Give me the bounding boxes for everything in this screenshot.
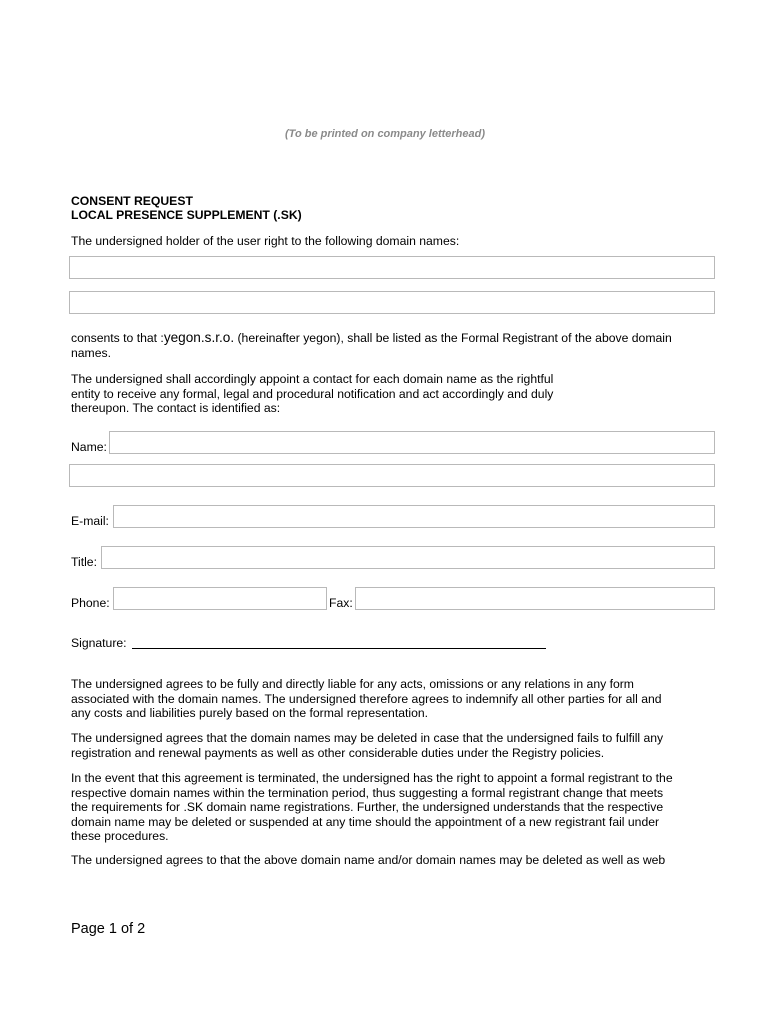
liability-paragraph xyxy=(71,677,662,721)
document-title xyxy=(71,194,302,222)
paragraph-line: any costs and liabilities purely based on the formal representation. xyxy=(71,706,429,721)
paragraph-line: In the event that this agreement is terminated, the undersigned has the right to appoint a formal registrant to the xyxy=(71,771,673,785)
paragraph-line: the requirements for .SK domain name registrations. Further, the undersigned understands that the respective xyxy=(71,800,664,815)
page-number: Page 1 of 2 xyxy=(71,921,146,937)
paragraph-line: The undersigned agrees that the domain names may be deleted in case that the undersigned fails to fulfill any xyxy=(71,731,664,745)
title-line-2: LOCAL PRESENCE SUPPLEMENT (.SK) xyxy=(71,208,302,222)
domain-name-field-1[interactable] xyxy=(69,256,715,279)
consent-prefix: consents to that : xyxy=(71,331,164,345)
email-label: E-mail: xyxy=(71,514,109,528)
paragraph-line: domain name may be deleted or suspended at any time should the appointment of a new registrant fail under xyxy=(71,814,660,829)
deletion-paragraph xyxy=(71,731,663,760)
consent-line-2: names. xyxy=(71,345,111,360)
intro-text: The undersigned holder of the user right to the following domain names: xyxy=(71,234,460,248)
paragraph-line: registration and renewal payments as well as other considerable duties under the Registry policies. xyxy=(71,745,605,760)
consent-paragraph xyxy=(71,331,711,360)
company-name: yegon.s.r.o. xyxy=(163,330,235,345)
appoint-line: thereupon. The contact is identified as: xyxy=(71,401,281,416)
name-field-2[interactable] xyxy=(69,464,715,487)
signature-label: Signature: xyxy=(71,636,127,650)
appoint-paragraph xyxy=(71,372,553,416)
email-field[interactable] xyxy=(113,505,715,528)
letterhead-note: (To be printed on company letterhead) xyxy=(284,128,486,140)
fax-field[interactable] xyxy=(355,587,715,610)
paragraph-line: associated with the domain names. The undersigned therefore agrees to indemnify all other parties for all and xyxy=(71,691,662,706)
appoint-line: The undersigned shall accordingly appoint a contact for each domain name as the rightful xyxy=(71,372,554,386)
phone-field[interactable] xyxy=(113,587,327,610)
signature-line[interactable] xyxy=(132,648,546,649)
title-label: Title: xyxy=(71,555,97,569)
web-deletion-paragraph xyxy=(71,853,665,868)
phone-label: Phone: xyxy=(71,596,110,610)
fax-label: Fax: xyxy=(329,596,353,610)
paragraph-line: these procedures. xyxy=(71,829,169,844)
title-field[interactable] xyxy=(101,546,715,569)
name-field[interactable] xyxy=(109,431,715,454)
termination-paragraph xyxy=(71,771,673,844)
consent-suffix: (hereinafter yegon), shall be listed as the Formal Registrant of the above domain xyxy=(234,331,672,345)
appoint-line: entity to receive any formal, legal and procedural notification and act accordingly and duly xyxy=(71,386,554,401)
paragraph-line: respective domain names within the termination period, thus suggesting a formal registrant change that meets xyxy=(71,785,664,800)
name-label: Name: xyxy=(71,440,107,454)
domain-name-field-2[interactable] xyxy=(69,291,715,314)
title-line-1: CONSENT REQUEST xyxy=(71,194,193,208)
paragraph-line: The undersigned agrees to that the above domain name and/or domain names may be deleted as well as web xyxy=(71,853,666,867)
paragraph-line: The undersigned agrees to be fully and directly liable for any acts, omissions or any relations in any form xyxy=(71,677,634,691)
